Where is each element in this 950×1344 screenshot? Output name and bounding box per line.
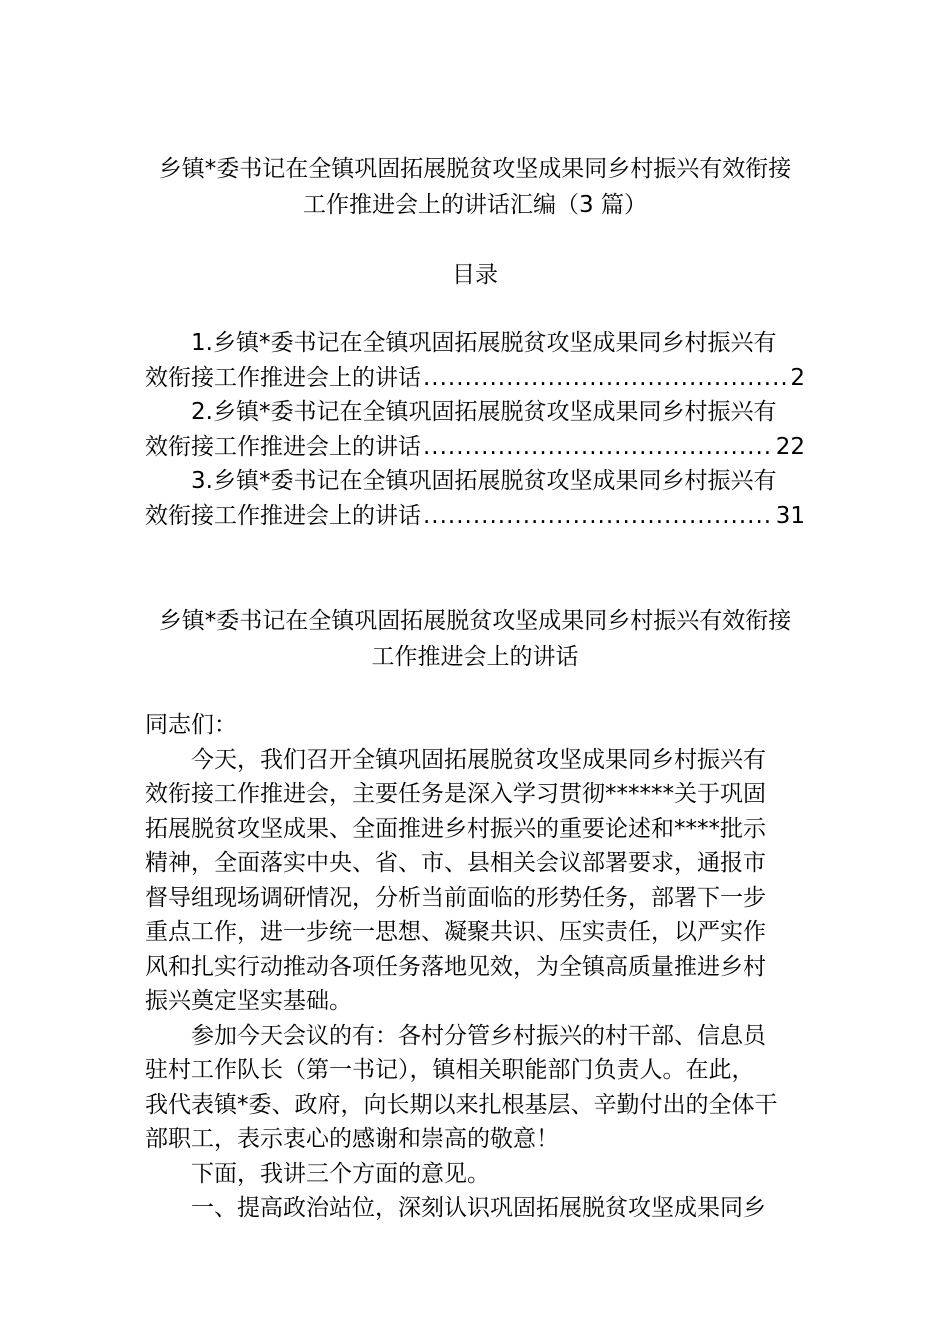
toc-page-number: 31 bbox=[775, 502, 805, 529]
speech-body bbox=[145, 708, 805, 1226]
paragraph-line: 重点工作，进一步统一思想、凝聚共识、压实责任，以严实作 bbox=[145, 919, 766, 945]
paragraph-3: 下面，我讲三个方面的意见。 bbox=[191, 1160, 490, 1187]
paragraph-line: 部职工，表示衷心的感谢和崇高的敬意！ bbox=[145, 1126, 559, 1152]
toc-entry-text: 1.乡镇*委书记在全镇巩固拓展脱贫攻坚成果同乡村振兴有 bbox=[191, 330, 777, 356]
toc-page-number: 22 bbox=[775, 433, 805, 460]
toc-dot-leader bbox=[423, 430, 774, 465]
section-title-line-2: 工作推进会上的讲话 bbox=[371, 644, 579, 670]
toc-entry-3[interactable] bbox=[145, 464, 805, 533]
document-title bbox=[145, 151, 805, 223]
paragraph-line: 今天，我们召开全镇巩固拓展脱贫攻坚成果同乡村振兴有 bbox=[191, 746, 766, 773]
toc-entry-text-cont: 效衔接工作推进会上的讲话 bbox=[145, 433, 421, 460]
paragraph-line: 拓展脱贫攻坚成果、全面推进乡村振兴的重要论述和****批示 bbox=[145, 815, 766, 842]
toc-entry-text: 3.乡镇*委书记在全镇巩固拓展脱贫攻坚成果同乡村振兴有 bbox=[191, 468, 777, 494]
paragraph-line: 效衔接工作推进会，主要任务是深入学习贯彻******关于巩固 bbox=[145, 781, 766, 807]
toc-entry-2[interactable] bbox=[145, 395, 805, 464]
section-heading-1: 一、提高政治站位，深刻认识巩固拓展脱贫攻坚成果同乡 bbox=[191, 1195, 766, 1221]
toc-heading: 目录 bbox=[452, 262, 498, 288]
toc-dot-leader bbox=[423, 499, 774, 534]
toc-entry-text: 2.乡镇*委书记在全镇巩固拓展脱贫攻坚成果同乡村振兴有 bbox=[191, 399, 777, 425]
document-title-line-2: 工作推进会上的讲话汇编（3 篇） bbox=[303, 192, 647, 218]
paragraph-line: 振兴奠定坚实基础。 bbox=[145, 988, 352, 1014]
paragraph-line: 参加今天会议的有：各村分管乡村振兴的村干部、信息员 bbox=[191, 1022, 766, 1049]
document-page bbox=[145, 0, 805, 1344]
paragraph-1 bbox=[145, 743, 805, 1019]
section-title-line-1: 乡镇*委书记在全镇巩固拓展脱贫攻坚成果同乡村振兴有效衔接 bbox=[158, 608, 792, 634]
toc-entry-1[interactable] bbox=[145, 326, 805, 395]
toc-dot-leader bbox=[423, 361, 788, 396]
paragraph-2 bbox=[145, 1019, 805, 1157]
toc-entry-text-cont: 效衔接工作推进会上的讲话 bbox=[145, 364, 421, 391]
paragraph-line: 风和扎实行动推动各项任务落地见效，为全镇高质量推进乡村 bbox=[145, 953, 766, 980]
paragraph-line: 我代表镇*委、政府，向长期以来扎根基层、辛勤付出的全体干 bbox=[145, 1091, 778, 1118]
toc-page-number: 2 bbox=[790, 364, 805, 391]
toc-entry-text-cont: 效衔接工作推进会上的讲话 bbox=[145, 502, 421, 529]
salutation: 同志们： bbox=[145, 712, 237, 738]
paragraph-line: 督导组现场调研情况，分析当前面临的形势任务，部署下一步 bbox=[145, 884, 766, 911]
document-title-line-1: 乡镇*委书记在全镇巩固拓展脱贫攻坚成果同乡村振兴有效衔接 bbox=[158, 156, 792, 182]
paragraph-line: 精神，全面落实中央、省、市、县相关会议部署要求，通报市 bbox=[145, 850, 766, 876]
table-of-contents bbox=[145, 326, 805, 533]
paragraph-line: 驻村工作队长（第一书记），镇相关职能部门负责人。在此， bbox=[145, 1057, 755, 1083]
section-title bbox=[145, 603, 805, 675]
